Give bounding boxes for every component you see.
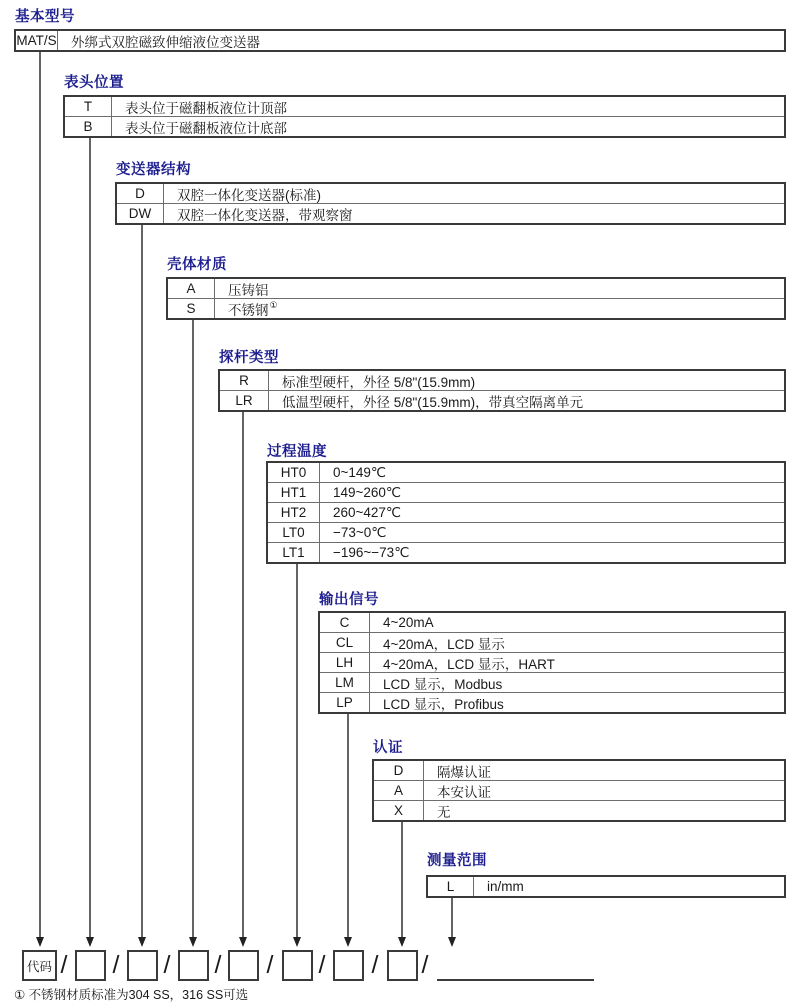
- code-cell: D: [117, 184, 164, 203]
- arrowhead-icon: [344, 937, 352, 947]
- table-row: [320, 652, 784, 672]
- code-cell: D: [374, 761, 424, 780]
- table-row: [268, 542, 784, 562]
- arrowhead-icon: [293, 937, 301, 947]
- code-cell: S: [168, 299, 215, 318]
- section-table: [266, 461, 786, 564]
- code-cell: LP: [320, 693, 370, 712]
- table-row: [268, 522, 784, 542]
- table-row: [320, 613, 784, 632]
- code-cell: LH: [320, 653, 370, 672]
- code-cell: MAT/S: [16, 33, 57, 48]
- slash-separator: /: [421, 951, 429, 979]
- table-row: [320, 672, 784, 692]
- slash-separator: /: [214, 951, 222, 979]
- section-title: 过程温度: [267, 444, 327, 460]
- slash-separator: /: [266, 951, 274, 979]
- code-cell: C: [320, 613, 370, 632]
- desc-cell: −196~−73℃: [333, 544, 410, 560]
- desc-cell: 149~260℃: [333, 484, 402, 500]
- desc-cell: 不锈钢 ①: [228, 300, 278, 318]
- code-cell: LM: [320, 673, 370, 692]
- section-title: 基本型号: [15, 9, 75, 25]
- desc-cell: 260~427℃: [333, 504, 402, 520]
- section-title: 变送器结构: [116, 162, 191, 178]
- blank-code-box: [75, 950, 106, 981]
- section-table: [318, 611, 786, 714]
- table-row: [320, 692, 784, 712]
- section-title: 输出信号: [319, 592, 379, 608]
- desc-cell: 标准型硬杆，外径 5/8"(15.9mm): [282, 374, 476, 390]
- table-row: [374, 800, 784, 820]
- table-row: [220, 390, 784, 410]
- section-table: [63, 95, 786, 138]
- table-row: [268, 463, 784, 482]
- table-row: [374, 780, 784, 800]
- table-row: [268, 482, 784, 502]
- blank-code-box: [282, 950, 313, 981]
- code-cell: LT0: [268, 523, 320, 542]
- blank-code-box: [228, 950, 259, 981]
- code-cell: HT1: [268, 483, 320, 502]
- desc-cell: 4~20mA，LCD 显示，HART: [383, 656, 555, 672]
- section-table: [426, 875, 786, 898]
- table-row: [65, 97, 784, 116]
- blank-code-box: [387, 950, 418, 981]
- table-row: [374, 761, 784, 780]
- slash-separator: /: [60, 951, 68, 979]
- code-cell: DW: [117, 204, 164, 223]
- desc-cell: 表头位于磁翻板液位计顶部: [125, 100, 287, 116]
- arrowhead-icon: [398, 937, 406, 947]
- arrowhead-icon: [189, 937, 197, 947]
- range-blank-line: [437, 950, 594, 981]
- section-table: [218, 369, 786, 412]
- section-table: [166, 277, 786, 320]
- desc-cell: 无: [437, 804, 451, 820]
- table-row: [320, 632, 784, 652]
- code-cell: LR: [220, 391, 269, 410]
- table-row: [220, 371, 784, 390]
- desc-cell: 4~20mA，LCD 显示: [383, 636, 505, 652]
- slash-separator: /: [318, 951, 326, 979]
- code-cell: LT1: [268, 543, 320, 562]
- code-cell: CL: [320, 633, 370, 652]
- code-cell: L: [428, 877, 474, 896]
- section-table: [14, 29, 786, 52]
- arrowhead-icon: [36, 937, 44, 947]
- section-title: 认证: [373, 740, 403, 756]
- slash-separator: /: [112, 951, 120, 979]
- desc-cell: −73~0℃: [333, 524, 387, 540]
- section-title: 探杆类型: [219, 350, 279, 366]
- code-cell: HT2: [268, 503, 320, 522]
- footnote-marker: ①: [269, 300, 278, 310]
- arrowhead-icon: [138, 937, 146, 947]
- section-table: [372, 759, 786, 822]
- arrowhead-icon: [448, 937, 456, 947]
- table-row: [168, 298, 784, 318]
- section-table: [115, 182, 786, 225]
- blank-code-box: [127, 950, 158, 981]
- arrowhead-icon: [239, 937, 247, 947]
- code-cell: HT0: [268, 463, 320, 482]
- table-row: [168, 279, 784, 298]
- desc-cell: 双腔一体化变送器(标准): [177, 187, 321, 203]
- code-cell: B: [65, 117, 112, 136]
- blank-code-box: [178, 950, 209, 981]
- code-cell: T: [65, 97, 112, 116]
- code-cell: A: [168, 279, 215, 298]
- desc-cell: in/mm: [487, 879, 524, 894]
- footnote: ① 不锈钢材质标准为304 SS，316 SS可选: [14, 988, 249, 1002]
- code-cell: R: [220, 371, 269, 390]
- desc-cell: 低温型硬杆，外径 5/8"(15.9mm)，带真空隔离单元: [282, 394, 584, 410]
- blank-code-box: [333, 950, 364, 981]
- table-row: [117, 184, 784, 203]
- section-title: 壳体材质: [167, 257, 227, 273]
- code-label-box: 代码: [22, 950, 57, 981]
- code-cell: A: [374, 781, 424, 800]
- desc-cell: 压铸铝: [228, 282, 269, 298]
- desc-cell: 本安认证: [437, 784, 491, 800]
- desc-cell: LCD 显示，Profibus: [383, 696, 504, 712]
- table-row: [117, 203, 784, 223]
- arrowhead-icon: [86, 937, 94, 947]
- desc-cell: 表头位于磁翻板液位计底部: [125, 120, 287, 136]
- desc-cell: 双腔一体化变送器，带观察窗: [177, 207, 353, 223]
- desc-cell: 隔爆认证: [437, 764, 491, 780]
- desc-cell: LCD 显示，Modbus: [383, 676, 503, 692]
- slash-separator: /: [371, 951, 379, 979]
- table-row: [16, 31, 784, 50]
- code-cell: X: [374, 801, 424, 820]
- desc-cell: 0~149℃: [333, 464, 387, 480]
- section-title: 测量范围: [427, 853, 487, 869]
- desc-cell: 外绑式双腔磁致伸缩液位变送器: [71, 34, 260, 50]
- table-row: [65, 116, 784, 136]
- table-row: [268, 502, 784, 522]
- slash-separator: /: [163, 951, 171, 979]
- desc-cell: 4~20mA: [383, 615, 434, 630]
- table-row: [428, 877, 784, 896]
- section-title: 表头位置: [64, 75, 124, 91]
